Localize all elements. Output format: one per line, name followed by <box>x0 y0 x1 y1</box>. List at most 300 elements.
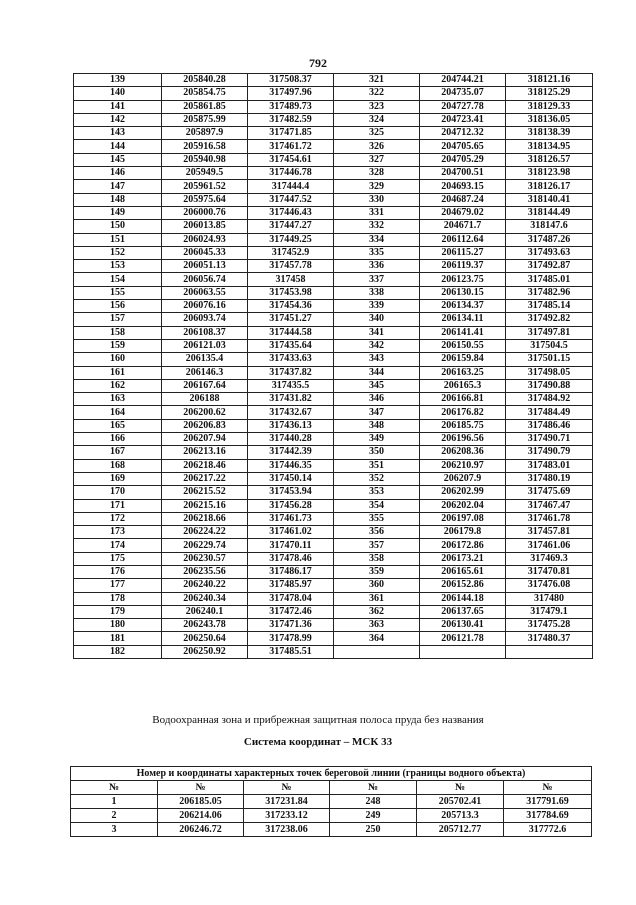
table-cell: 206217.22 <box>162 472 248 485</box>
table-cell: 206176.82 <box>420 406 506 419</box>
table-row <box>74 193 593 206</box>
table-cell: 180 <box>74 619 162 632</box>
table-cell: 317485.97 <box>248 579 334 592</box>
table-cell: 205949.5 <box>162 167 248 180</box>
table-cell: 317480.37 <box>506 632 593 645</box>
table-cell: 317452.9 <box>248 246 334 259</box>
table-cell: 317447.52 <box>248 193 334 206</box>
table-cell: 168 <box>74 459 162 472</box>
table-cell: 342 <box>334 339 420 352</box>
table-cell: 206172.86 <box>420 539 506 552</box>
table-cell: 179 <box>74 605 162 618</box>
table-row <box>74 167 593 180</box>
table-cell: 343 <box>334 353 420 366</box>
table-cell: 317231.84 <box>244 795 330 809</box>
table-cell <box>506 645 593 658</box>
table-cell: 206210.97 <box>420 459 506 472</box>
table-row <box>74 273 593 286</box>
table-cell: 317444.58 <box>248 326 334 339</box>
table-cell: 204693.15 <box>420 180 506 193</box>
table-cell: 327 <box>334 153 420 166</box>
table-cell: 206150.55 <box>420 339 506 352</box>
table-cell: 206141.41 <box>420 326 506 339</box>
table-row <box>71 795 592 809</box>
table-cell: 318134.95 <box>506 140 593 153</box>
table-cell: 206167.64 <box>162 379 248 392</box>
table-row <box>74 220 593 233</box>
table-cell: 163 <box>74 393 162 406</box>
table-cell: 317456.28 <box>248 499 334 512</box>
table-cell: 317476.08 <box>506 579 593 592</box>
table-row <box>74 100 593 113</box>
table-cell: 330 <box>334 193 420 206</box>
table-cell: 317449.25 <box>248 233 334 246</box>
table-cell: 322 <box>334 87 420 100</box>
table-cell: 360 <box>334 579 420 592</box>
table-row <box>74 592 593 605</box>
table-cell: 317504.5 <box>506 339 593 352</box>
table-cell: 317497.96 <box>248 87 334 100</box>
table-cell: 356 <box>334 526 420 539</box>
table-cell: 206108.37 <box>162 326 248 339</box>
table-cell: 153 <box>74 260 162 273</box>
table-cell: 317492.87 <box>506 260 593 273</box>
table-cell: 169 <box>74 472 162 485</box>
table-cell: 317435.64 <box>248 339 334 352</box>
table-row <box>74 246 593 259</box>
table-cell: 321 <box>334 74 420 87</box>
table-cell: 249 <box>330 809 417 823</box>
table-cell: 324 <box>334 113 420 126</box>
table-cell: 206197.08 <box>420 512 506 525</box>
table-cell: 160 <box>74 353 162 366</box>
table-cell: 317233.12 <box>244 809 330 823</box>
table-cell: 317461.73 <box>248 512 334 525</box>
table-cell: 332 <box>334 220 420 233</box>
table-cell: 204671.7 <box>420 220 506 233</box>
table-cell: 317238.06 <box>244 823 330 837</box>
table-cell: 206165.3 <box>420 379 506 392</box>
table-caption: Номер и координаты характерных точек береговой линии (границы водного объекта) <box>71 767 592 781</box>
table-row <box>74 552 593 565</box>
table-cell: 317485.01 <box>506 273 593 286</box>
table-cell: 204687.24 <box>420 193 506 206</box>
table-cell: 158 <box>74 326 162 339</box>
table-cell: 326 <box>334 140 420 153</box>
table-cell <box>334 645 420 658</box>
table-cell: 352 <box>334 472 420 485</box>
table-cell: 206235.56 <box>162 565 248 578</box>
table-cell: 161 <box>74 366 162 379</box>
table-cell: 317461.06 <box>506 539 593 552</box>
table-cell: 206134.11 <box>420 313 506 326</box>
table-cell: 205875.99 <box>162 113 248 126</box>
table-cell: 348 <box>334 419 420 432</box>
table-row <box>74 486 593 499</box>
header-cell: № <box>71 781 158 795</box>
table-cell: 143 <box>74 127 162 140</box>
table-cell: 3 <box>71 823 158 837</box>
table-cell: 317440.28 <box>248 433 334 446</box>
table-cell: 317454.36 <box>248 300 334 313</box>
table-cell: 317453.94 <box>248 486 334 499</box>
table-cell: 206218.66 <box>162 512 248 525</box>
table-cell: 317791.69 <box>504 795 592 809</box>
table-row <box>74 512 593 525</box>
table-cell: 317454.61 <box>248 153 334 166</box>
table-row <box>74 260 593 273</box>
table-cell: 1 <box>71 795 158 809</box>
table-row <box>74 379 593 392</box>
table-cell: 317457.78 <box>248 260 334 273</box>
table-row <box>74 140 593 153</box>
table-cell: 318129.33 <box>506 100 593 113</box>
table-cell: 317478.04 <box>248 592 334 605</box>
table-row <box>74 233 593 246</box>
table-cell: 317480 <box>506 592 593 605</box>
table-cell: 206202.99 <box>420 486 506 499</box>
table-cell: 144 <box>74 140 162 153</box>
table-cell: 157 <box>74 313 162 326</box>
table-cell: 317447.27 <box>248 220 334 233</box>
table-cell: 325 <box>334 127 420 140</box>
table-cell: 148 <box>74 193 162 206</box>
table-cell: 206229.74 <box>162 539 248 552</box>
table-cell: 206246.72 <box>158 823 244 837</box>
table-cell: 204744.21 <box>420 74 506 87</box>
table-cell: 317470.11 <box>248 539 334 552</box>
table-cell: 206121.78 <box>420 632 506 645</box>
table-cell: 337 <box>334 273 420 286</box>
table-cell: 206207.94 <box>162 433 248 446</box>
table-cell: 204727.78 <box>420 100 506 113</box>
table-cell: 206208.36 <box>420 446 506 459</box>
table-row <box>71 823 592 837</box>
table-cell: 206112.64 <box>420 233 506 246</box>
table-cell: 318144.49 <box>506 206 593 219</box>
table-cell: 206144.18 <box>420 592 506 605</box>
table-cell: 361 <box>334 592 420 605</box>
table-cell: 206123.75 <box>420 273 506 286</box>
table-cell: 318140.41 <box>506 193 593 206</box>
table-row <box>74 353 593 366</box>
table-cell: 181 <box>74 632 162 645</box>
table-row <box>74 313 593 326</box>
header-cell: № <box>417 781 504 795</box>
table-cell: 317446.43 <box>248 206 334 219</box>
table-row <box>74 180 593 193</box>
table-cell: 340 <box>334 313 420 326</box>
table-cell: 205961.52 <box>162 180 248 193</box>
table-cell: 317482.59 <box>248 113 334 126</box>
header-cell: № <box>158 781 244 795</box>
table-cell: 317501.15 <box>506 353 593 366</box>
table-row <box>74 632 593 645</box>
table-cell: 349 <box>334 433 420 446</box>
table-cell: 162 <box>74 379 162 392</box>
table-cell: 154 <box>74 273 162 286</box>
table-cell: 206200.62 <box>162 406 248 419</box>
coordinate-system-label: Система координат – МСК 33 <box>243 736 393 748</box>
table-cell: 317484.92 <box>506 393 593 406</box>
table-row <box>74 206 593 219</box>
table-cell: 317436.13 <box>248 419 334 432</box>
table-cell: 351 <box>334 459 420 472</box>
table-cell: 206214.06 <box>158 809 244 823</box>
table-cell: 159 <box>74 339 162 352</box>
table-cell: 205854.75 <box>162 87 248 100</box>
table-cell: 204705.65 <box>420 140 506 153</box>
table-cell: 142 <box>74 113 162 126</box>
table-cell: 206215.52 <box>162 486 248 499</box>
table-cell: 345 <box>334 379 420 392</box>
table-cell: 206000.76 <box>162 206 248 219</box>
table-row <box>74 433 593 446</box>
table-cell: 204723.41 <box>420 113 506 126</box>
table-row <box>74 300 593 313</box>
table-cell: 175 <box>74 552 162 565</box>
table-cell: 206166.81 <box>420 393 506 406</box>
table-cell: 206188 <box>162 393 248 406</box>
table-row <box>74 579 593 592</box>
table-cell: 206051.13 <box>162 260 248 273</box>
coordinates-table <box>73 73 593 659</box>
table-cell: 206159.84 <box>420 353 506 366</box>
table-cell: 206213.16 <box>162 446 248 459</box>
table-cell: 205916.58 <box>162 140 248 153</box>
table-cell: 323 <box>334 100 420 113</box>
table-cell: 206137.65 <box>420 605 506 618</box>
table-cell: 206179.8 <box>420 526 506 539</box>
table-cell: 204705.29 <box>420 153 506 166</box>
table-row <box>74 74 593 87</box>
table-cell: 317498.05 <box>506 366 593 379</box>
table-cell: 318123.98 <box>506 167 593 180</box>
table-cell: 206152.86 <box>420 579 506 592</box>
table-cell: 206185.75 <box>420 419 506 432</box>
table-cell: 317484.49 <box>506 406 593 419</box>
table-cell: 317453.98 <box>248 286 334 299</box>
table-cell: 178 <box>74 592 162 605</box>
table-cell: 318121.16 <box>506 74 593 87</box>
table-cell: 206013.85 <box>162 220 248 233</box>
table-row <box>74 113 593 126</box>
table-cell: 206206.83 <box>162 419 248 432</box>
table-cell: 354 <box>334 499 420 512</box>
table-row <box>74 645 593 658</box>
table-cell: 206202.04 <box>420 499 506 512</box>
table-cell: 152 <box>74 246 162 259</box>
table-cell: 206240.34 <box>162 592 248 605</box>
table-cell: 317437.82 <box>248 366 334 379</box>
table-cell: 147 <box>74 180 162 193</box>
table-cell: 205840.28 <box>162 74 248 87</box>
table-row <box>74 326 593 339</box>
table-row <box>74 565 593 578</box>
table-cell: 204700.51 <box>420 167 506 180</box>
table-cell: 317433.63 <box>248 353 334 366</box>
table-cell: 339 <box>334 300 420 313</box>
table-cell: 174 <box>74 539 162 552</box>
table-cell: 204735.07 <box>420 87 506 100</box>
table-cell: 206130.41 <box>420 619 506 632</box>
table-cell: 329 <box>334 180 420 193</box>
table-cell: 317442.39 <box>248 446 334 459</box>
table-cell: 205861.85 <box>162 100 248 113</box>
coordinates-table-body <box>74 74 593 659</box>
table-cell: 206076.16 <box>162 300 248 313</box>
table-cell: 317489.73 <box>248 100 334 113</box>
table-cell: 206173.21 <box>420 552 506 565</box>
table-row <box>74 472 593 485</box>
table-cell: 318136.05 <box>506 113 593 126</box>
table-cell: 206146.3 <box>162 366 248 379</box>
table-row <box>74 619 593 632</box>
table-row <box>74 499 593 512</box>
table-cell: 317480.19 <box>506 472 593 485</box>
shoreline-table-body <box>71 795 592 837</box>
table-cell: 317446.35 <box>248 459 334 472</box>
header-cell: № <box>244 781 330 795</box>
table-cell: 317486.17 <box>248 565 334 578</box>
table-cell: 317490.88 <box>506 379 593 392</box>
table-cell: 317446.78 <box>248 167 334 180</box>
table-cell: 358 <box>334 552 420 565</box>
table-row <box>74 605 593 618</box>
table-cell: 206121.03 <box>162 339 248 352</box>
table-cell: 317461.02 <box>248 526 334 539</box>
table-cell: 317471.85 <box>248 127 334 140</box>
table-cell: 317461.72 <box>248 140 334 153</box>
table-cell: 145 <box>74 153 162 166</box>
table-cell: 206135.4 <box>162 353 248 366</box>
table-cell: 355 <box>334 512 420 525</box>
shoreline-coordinates-table <box>70 766 592 837</box>
table-cell: 151 <box>74 233 162 246</box>
table-row <box>74 419 593 432</box>
table-cell: 206163.25 <box>420 366 506 379</box>
table-cell: 206130.15 <box>420 286 506 299</box>
table-row <box>74 406 593 419</box>
table-cell: 250 <box>330 823 417 837</box>
header-cell: № <box>330 781 417 795</box>
table-cell: 318125.29 <box>506 87 593 100</box>
table-cell: 317450.14 <box>248 472 334 485</box>
table-row <box>74 539 593 552</box>
table-cell: 206250.64 <box>162 632 248 645</box>
table-row <box>74 339 593 352</box>
table-cell: 317492.82 <box>506 313 593 326</box>
table-cell: 139 <box>74 74 162 87</box>
table-row <box>71 809 592 823</box>
table-cell: 206196.56 <box>420 433 506 446</box>
table-cell: 206250.92 <box>162 645 248 658</box>
table-cell: 205712.77 <box>417 823 504 837</box>
table-cell: 182 <box>74 645 162 658</box>
table-cell: 353 <box>334 486 420 499</box>
table-cell: 317435.5 <box>248 379 334 392</box>
table-cell: 364 <box>334 632 420 645</box>
table-cell: 318126.17 <box>506 180 593 193</box>
table-cell: 317475.69 <box>506 486 593 499</box>
table-cell: 164 <box>74 406 162 419</box>
table-cell: 206224.22 <box>162 526 248 539</box>
table-cell: 317475.28 <box>506 619 593 632</box>
section-title: Водоохранная зона и прибрежная защитная полоса пруда без названия <box>152 714 484 726</box>
table-cell: 317483.01 <box>506 459 593 472</box>
table-cell: 317471.36 <box>248 619 334 632</box>
table-row <box>74 87 593 100</box>
table-cell: 328 <box>334 167 420 180</box>
table-cell: 331 <box>334 206 420 219</box>
table-cell: 206056.74 <box>162 273 248 286</box>
table-cell: 2 <box>71 809 158 823</box>
table-cell: 149 <box>74 206 162 219</box>
table-cell: 248 <box>330 795 417 809</box>
table-cell: 206165.61 <box>420 565 506 578</box>
table-cell: 344 <box>334 366 420 379</box>
table-row <box>74 153 593 166</box>
table-cell: 170 <box>74 486 162 499</box>
table-row <box>74 526 593 539</box>
table-cell: 317432.67 <box>248 406 334 419</box>
table-cell: 317469.3 <box>506 552 593 565</box>
table-cell: 334 <box>334 233 420 246</box>
table-cell: 338 <box>334 286 420 299</box>
table-cell: 317478.99 <box>248 632 334 645</box>
table-row <box>74 366 593 379</box>
table-cell: 318126.57 <box>506 153 593 166</box>
table-cell: 150 <box>74 220 162 233</box>
table-cell: 206207.9 <box>420 472 506 485</box>
table-cell: 363 <box>334 619 420 632</box>
table-cell: 317482.96 <box>506 286 593 299</box>
table-cell: 317772.6 <box>504 823 592 837</box>
table-cell: 317508.37 <box>248 74 334 87</box>
table-cell: 317490.71 <box>506 433 593 446</box>
table-cell: 206115.27 <box>420 246 506 259</box>
table-cell: 204712.32 <box>420 127 506 140</box>
table-cell: 317497.81 <box>506 326 593 339</box>
table-cell: 171 <box>74 499 162 512</box>
table-cell: 205897.9 <box>162 127 248 140</box>
table-cell: 172 <box>74 512 162 525</box>
table-cell: 350 <box>334 446 420 459</box>
table-row <box>74 446 593 459</box>
table-cell: 341 <box>334 326 420 339</box>
table-cell: 317470.81 <box>506 565 593 578</box>
table-cell: 206093.74 <box>162 313 248 326</box>
table-cell: 204679.02 <box>420 206 506 219</box>
table-cell: 141 <box>74 100 162 113</box>
table-cell: 317493.63 <box>506 246 593 259</box>
table-cell: 318147.6 <box>506 220 593 233</box>
table-cell: 205975.64 <box>162 193 248 206</box>
table-cell: 206215.16 <box>162 499 248 512</box>
table-cell: 336 <box>334 260 420 273</box>
table-cell: 205940.98 <box>162 153 248 166</box>
table-cell: 206063.55 <box>162 286 248 299</box>
table-cell: 362 <box>334 605 420 618</box>
table-cell: 176 <box>74 565 162 578</box>
table-cell: 317451.27 <box>248 313 334 326</box>
table-cell: 206240.1 <box>162 605 248 618</box>
table-cell: 317485.51 <box>248 645 334 658</box>
table-cell: 206185.05 <box>158 795 244 809</box>
table-cell: 317784.69 <box>504 809 592 823</box>
table-cell: 317461.78 <box>506 512 593 525</box>
table-cell: 317478.46 <box>248 552 334 565</box>
